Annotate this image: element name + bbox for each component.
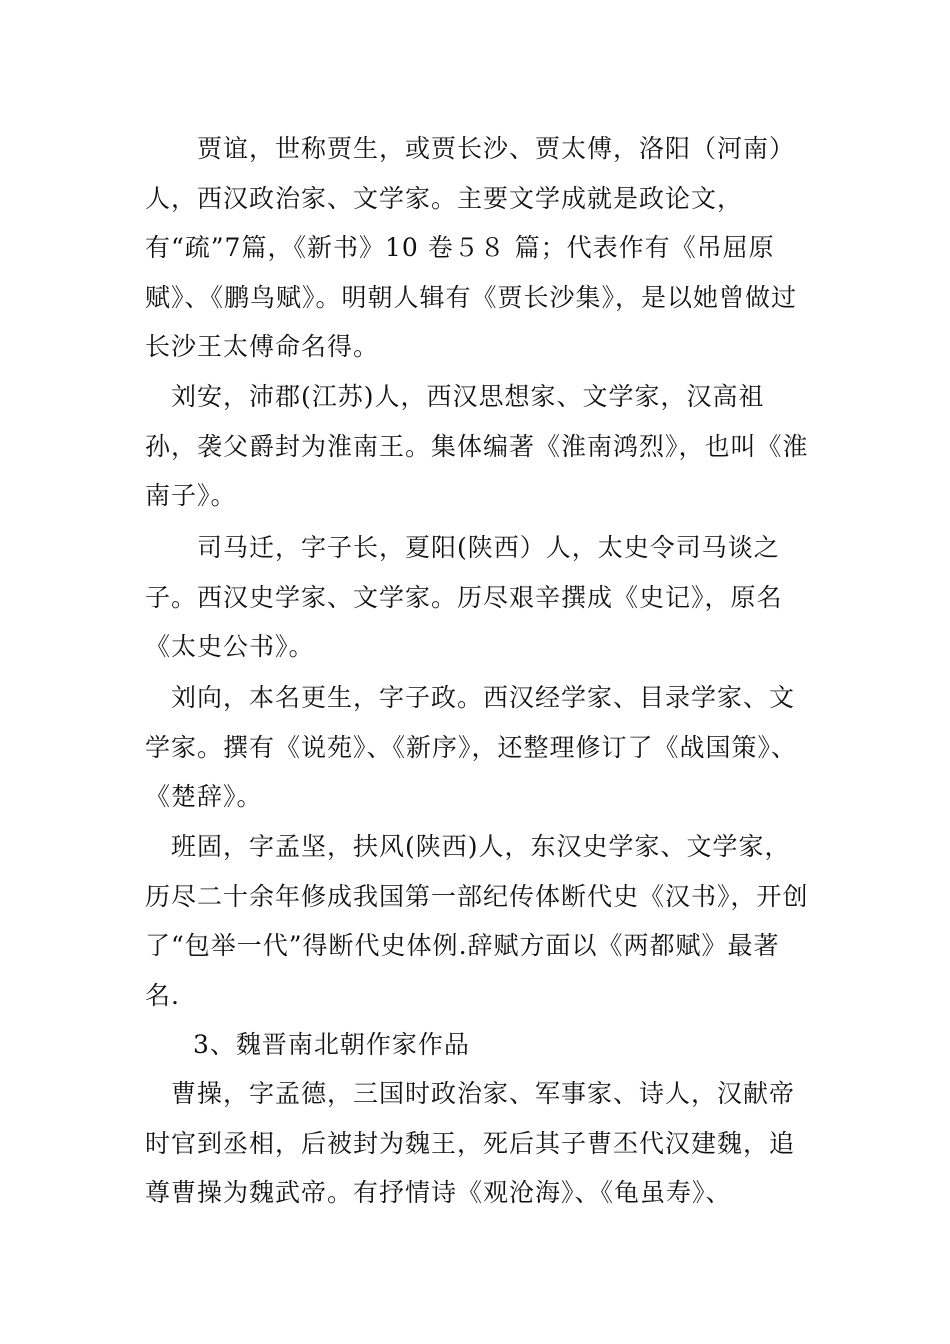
paragraph-cao-cao: 曹操，字孟德，三国时政治家、军事家、诗人，汉献帝时官到丞相，后被封为魏王，死后其子曹丕代汉建魏，追尊曹操为魏武帝。有抒情诗《观沧海》、《龟虽寿》、 [145,1079,796,1207]
paragraph-liu-xiang: 刘向，本名更生，字子政。西汉经学家、目录学家、文学家。撰有《说苑》、《新序》，还整理修订了《战国策》、《楚辞》。 [145,683,798,811]
paragraph-liu-an: 刘安，沛郡(江苏)人，西汉思想家、文学家，汉高祖孙，袭父爵封为淮南王。集体编著《淮南鸿烈》，也叫《淮南子》。 [145,382,809,510]
paragraph-sima-qian: 司马迁，字子长，夏阳(陕西）人，太史令司马谈之子。西汉史学家、文学家。历尽艰辛撰成《史记》，原名《太史公书》。 [145,533,783,661]
paragraph-ban-gu: 班固，字孟坚，扶风(陕西)人，东汉史学家、文学家，历尽二十余年修成我国第一部纪传体断代史《汉书》，开创了“包举一代”得断代史体例.辞赋方面以《两都赋》最著名. [145,832,809,1010]
paragraph-jia-yi: 贾谊，世称贾生，或贾长沙、贾太傅，洛阳（河南）人，西汉政治家、文学家。主要文学成就是政论文，有“疏”7篇，《新书》10 卷５８ 篇；代表作有《吊屈原赋》、《鹏鸟赋》。明朝人辑有《贾长沙集》，是以她曾做过长沙王太傅命名得。 [145,134,798,361]
section-heading: 3、魏晋南北朝作家作品 [193,1030,470,1059]
